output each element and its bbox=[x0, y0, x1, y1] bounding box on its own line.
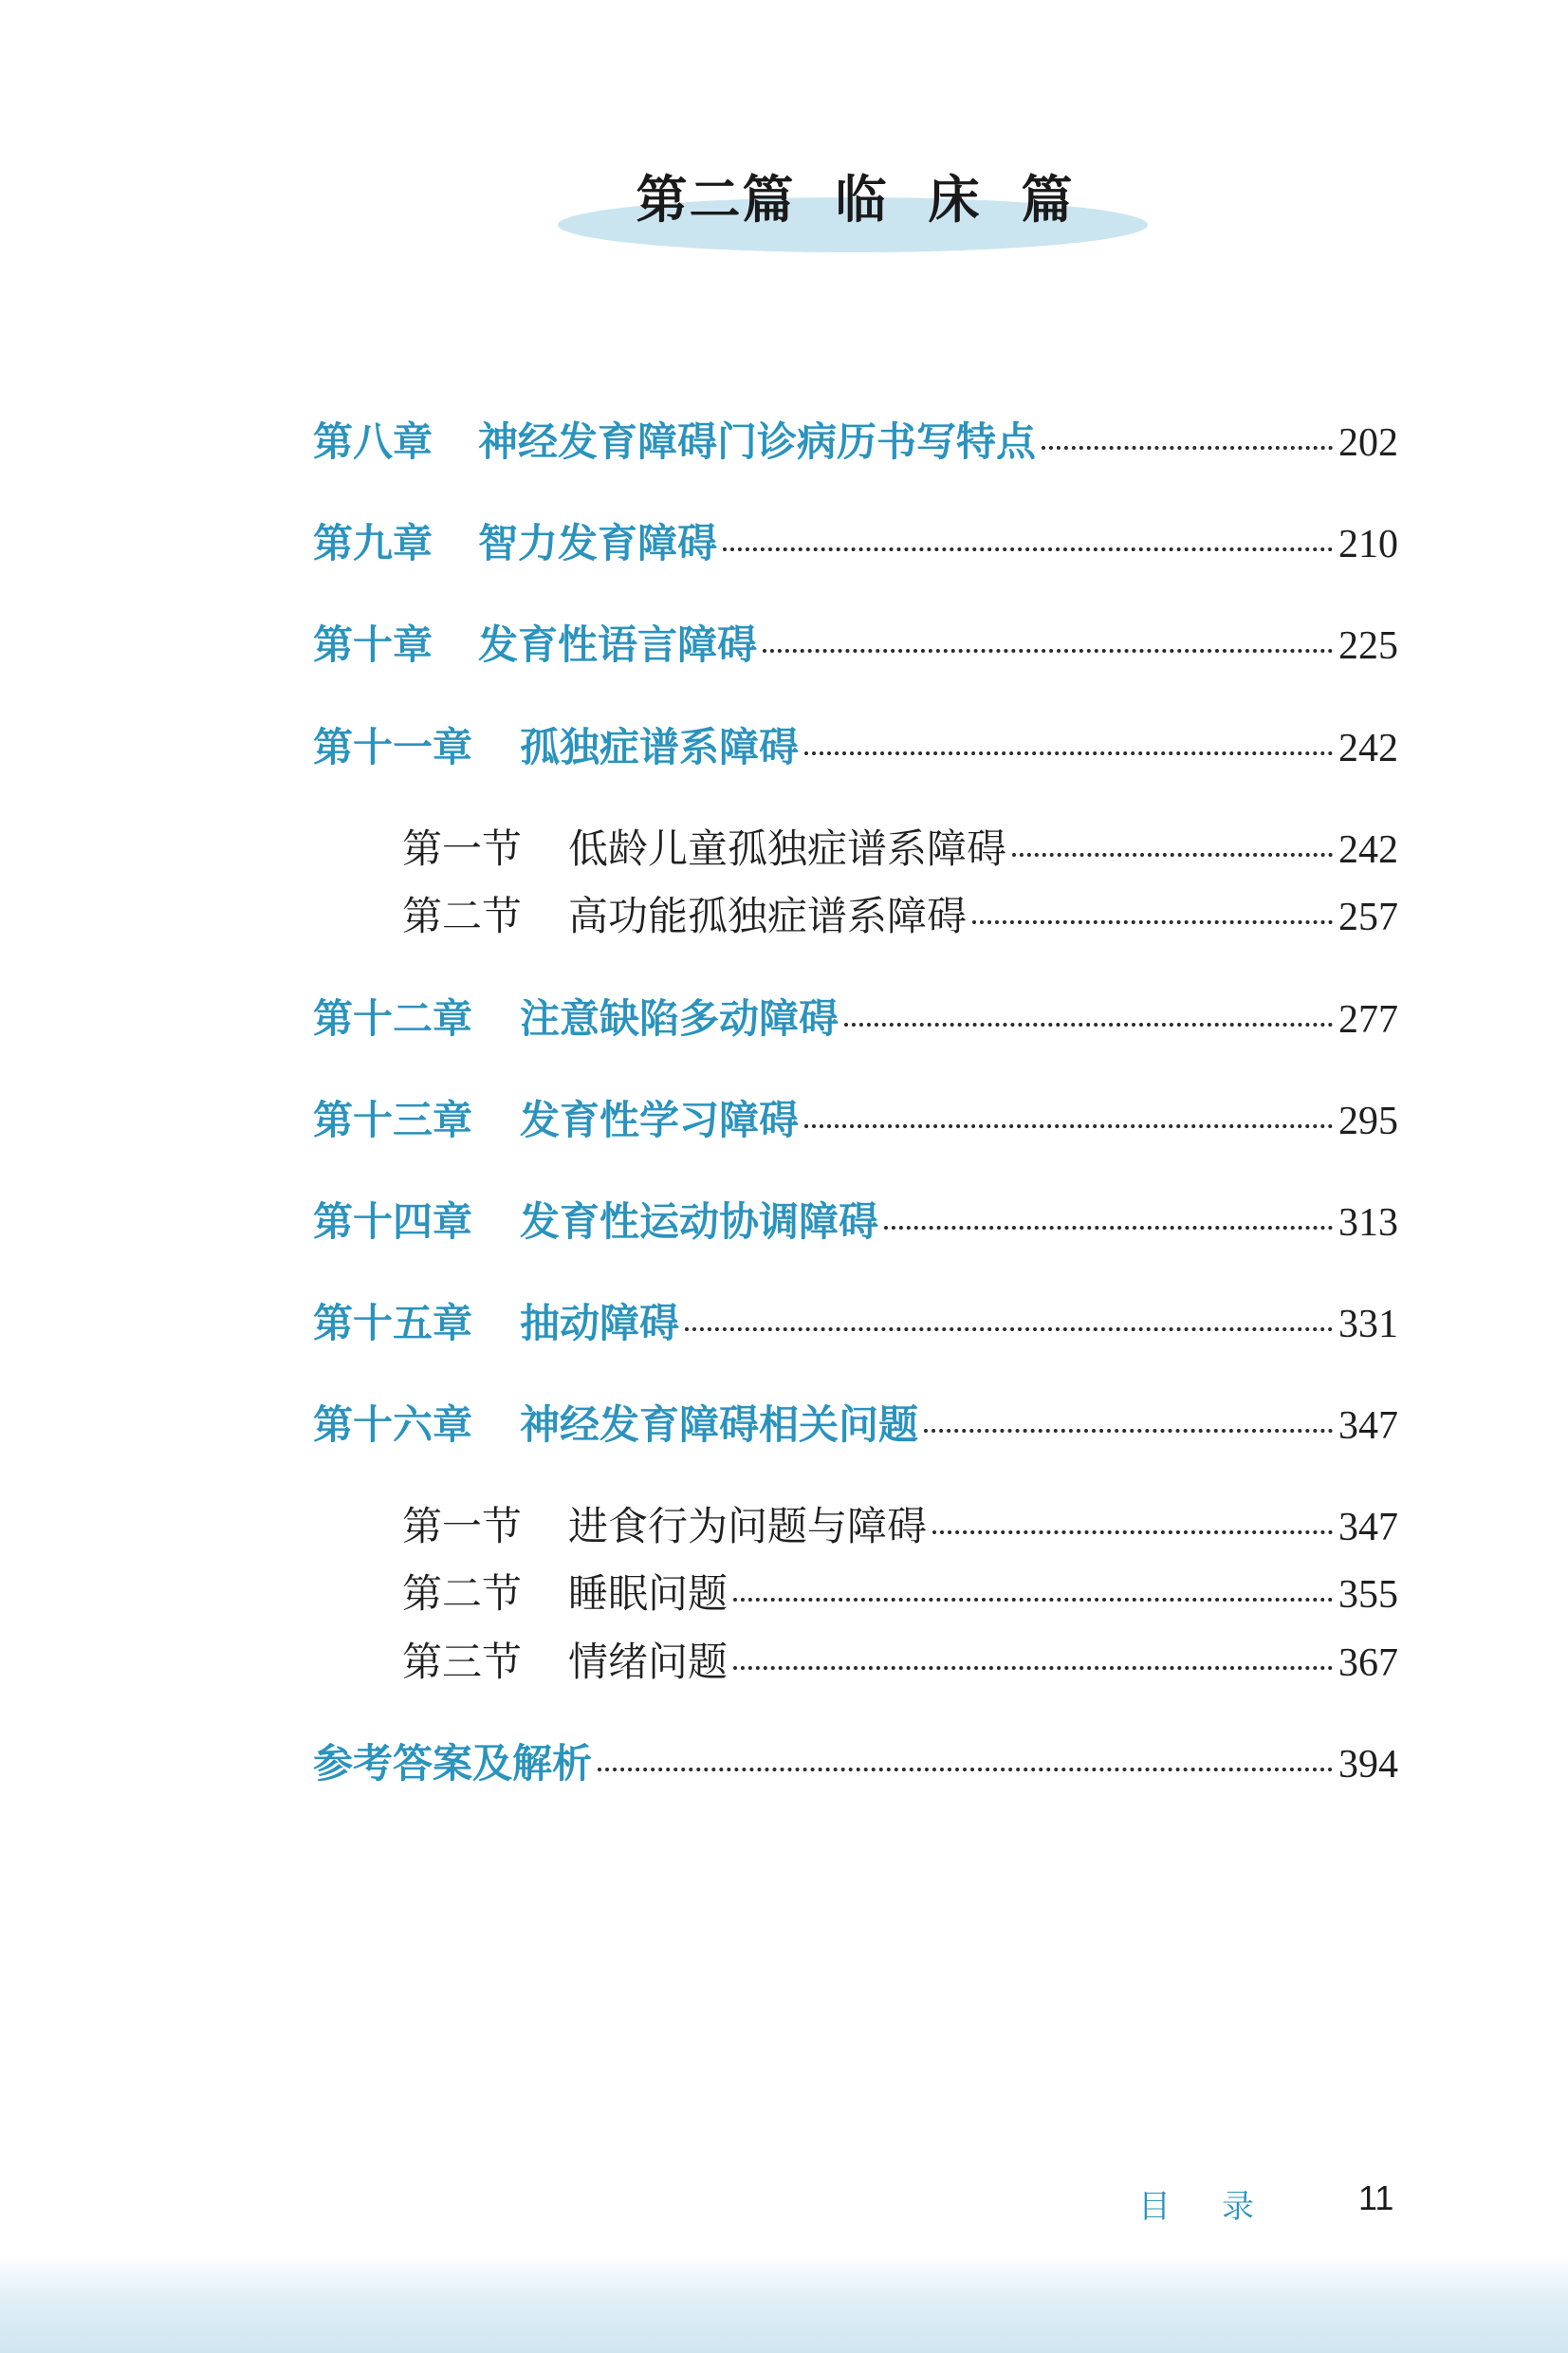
page-number: 355 bbox=[1338, 1573, 1398, 1617]
section-number: 第二节 bbox=[402, 1570, 523, 1617]
chapter-number: 第八章 bbox=[313, 418, 434, 465]
page-number: 295 bbox=[1338, 1100, 1398, 1143]
dot-leader bbox=[972, 920, 1333, 924]
section-number: 第一节 bbox=[402, 1503, 523, 1549]
chapter-number: 第十五章 bbox=[313, 1300, 473, 1346]
chapter-title: 神经发育障碍门诊病历书写特点 bbox=[478, 418, 1037, 465]
dot-leader bbox=[733, 1666, 1333, 1670]
chapter-number: 第十六章 bbox=[313, 1401, 473, 1448]
dot-leader bbox=[1042, 446, 1333, 450]
toc-entry-ch16[interactable] bbox=[313, 1399, 1398, 1452]
chapter-number: 第九章 bbox=[313, 520, 434, 566]
page-number: 347 bbox=[1338, 1506, 1398, 1549]
section-title: 进食行为问题与障碍 bbox=[568, 1503, 928, 1549]
section-number: 第一节 bbox=[402, 825, 523, 872]
answers-title: 参考答案及解析 bbox=[313, 1740, 593, 1787]
page-number: 367 bbox=[1338, 1641, 1398, 1685]
footer-label-char-1: 目 bbox=[1138, 2188, 1171, 2226]
dot-leader bbox=[763, 649, 1333, 653]
dot-leader bbox=[804, 751, 1333, 755]
chapter-title: 发育性运动协调障碍 bbox=[520, 1198, 879, 1245]
toc-entry-ch16-s1[interactable] bbox=[402, 1500, 1398, 1553]
toc-entry-ch16-s2[interactable] bbox=[402, 1567, 1398, 1621]
toc-entry-answers[interactable] bbox=[313, 1737, 1398, 1790]
dot-leader bbox=[884, 1226, 1333, 1230]
page-number: 242 bbox=[1338, 727, 1398, 770]
toc-entry-ch10[interactable] bbox=[313, 619, 1398, 672]
chapter-title: 注意缺陷多动障碍 bbox=[520, 995, 839, 1042]
dot-leader bbox=[924, 1429, 1333, 1433]
part-title-part: 第二篇 bbox=[636, 170, 796, 230]
chapter-title: 智力发育障碍 bbox=[478, 520, 718, 566]
footer-page-number: 11 bbox=[1358, 2178, 1394, 2217]
toc-entry-ch9[interactable] bbox=[313, 517, 1398, 570]
page-number: 242 bbox=[1338, 828, 1398, 872]
dot-leader bbox=[804, 1124, 1333, 1128]
part-title bbox=[0, 159, 1568, 232]
page-number: 257 bbox=[1338, 896, 1398, 939]
chapter-number: 第十二章 bbox=[313, 995, 473, 1042]
dot-leader bbox=[723, 547, 1333, 551]
chapter-number: 第十一章 bbox=[313, 724, 473, 770]
toc-entry-ch11-s1[interactable] bbox=[402, 823, 1398, 876]
toc-entry-ch12[interactable] bbox=[313, 992, 1398, 1046]
dot-leader bbox=[932, 1530, 1333, 1534]
bottom-gradient-band bbox=[0, 2254, 1568, 2353]
dot-leader bbox=[733, 1598, 1333, 1602]
chapter-number: 第十章 bbox=[313, 621, 434, 668]
section-number: 第二节 bbox=[402, 893, 523, 939]
footer-section-label bbox=[1138, 2180, 1254, 2227]
page-number: 347 bbox=[1338, 1404, 1398, 1448]
section-title: 低龄儿童孤独症谱系障碍 bbox=[568, 825, 1007, 872]
part-title-word-2: 床 bbox=[928, 170, 982, 230]
section-title: 睡眠问题 bbox=[568, 1570, 729, 1617]
toc-entry-ch14[interactable] bbox=[313, 1195, 1398, 1249]
toc-entry-ch16-s3[interactable] bbox=[402, 1636, 1398, 1689]
dot-leader bbox=[1012, 853, 1333, 857]
chapter-number: 第十四章 bbox=[313, 1198, 473, 1245]
chapter-title: 发育性学习障碍 bbox=[520, 1097, 800, 1143]
toc-entry-ch11[interactable] bbox=[313, 721, 1398, 774]
dot-leader bbox=[598, 1768, 1333, 1771]
section-title: 情绪问题 bbox=[568, 1639, 729, 1685]
page-number: 210 bbox=[1338, 523, 1398, 566]
dot-leader bbox=[685, 1327, 1333, 1331]
page-number: 313 bbox=[1338, 1201, 1398, 1245]
dot-leader bbox=[844, 1023, 1333, 1027]
toc-entry-ch15[interactable] bbox=[313, 1297, 1398, 1350]
section-title: 高功能孤独症谱系障碍 bbox=[568, 893, 968, 939]
footer-label-char-2: 录 bbox=[1222, 2188, 1254, 2226]
page-number: 331 bbox=[1338, 1303, 1398, 1346]
chapter-title: 孤独症谱系障碍 bbox=[520, 724, 800, 770]
toc-entry-ch8[interactable] bbox=[313, 416, 1398, 469]
page-number: 394 bbox=[1338, 1743, 1398, 1787]
part-title-word-1: 临 bbox=[835, 170, 889, 230]
chapter-number: 第十三章 bbox=[313, 1097, 473, 1143]
page-number: 202 bbox=[1338, 421, 1398, 465]
part-title-word-3: 篇 bbox=[1021, 170, 1075, 230]
toc-entry-ch13[interactable] bbox=[313, 1094, 1398, 1147]
section-number: 第三节 bbox=[402, 1639, 523, 1685]
page-number: 277 bbox=[1338, 998, 1398, 1042]
page-number: 225 bbox=[1338, 624, 1398, 668]
chapter-title: 抽动障碍 bbox=[520, 1300, 680, 1346]
chapter-title: 发育性语言障碍 bbox=[478, 621, 758, 668]
chapter-title: 神经发育障碍相关问题 bbox=[520, 1401, 919, 1448]
toc-entry-ch11-s2[interactable] bbox=[402, 890, 1398, 943]
